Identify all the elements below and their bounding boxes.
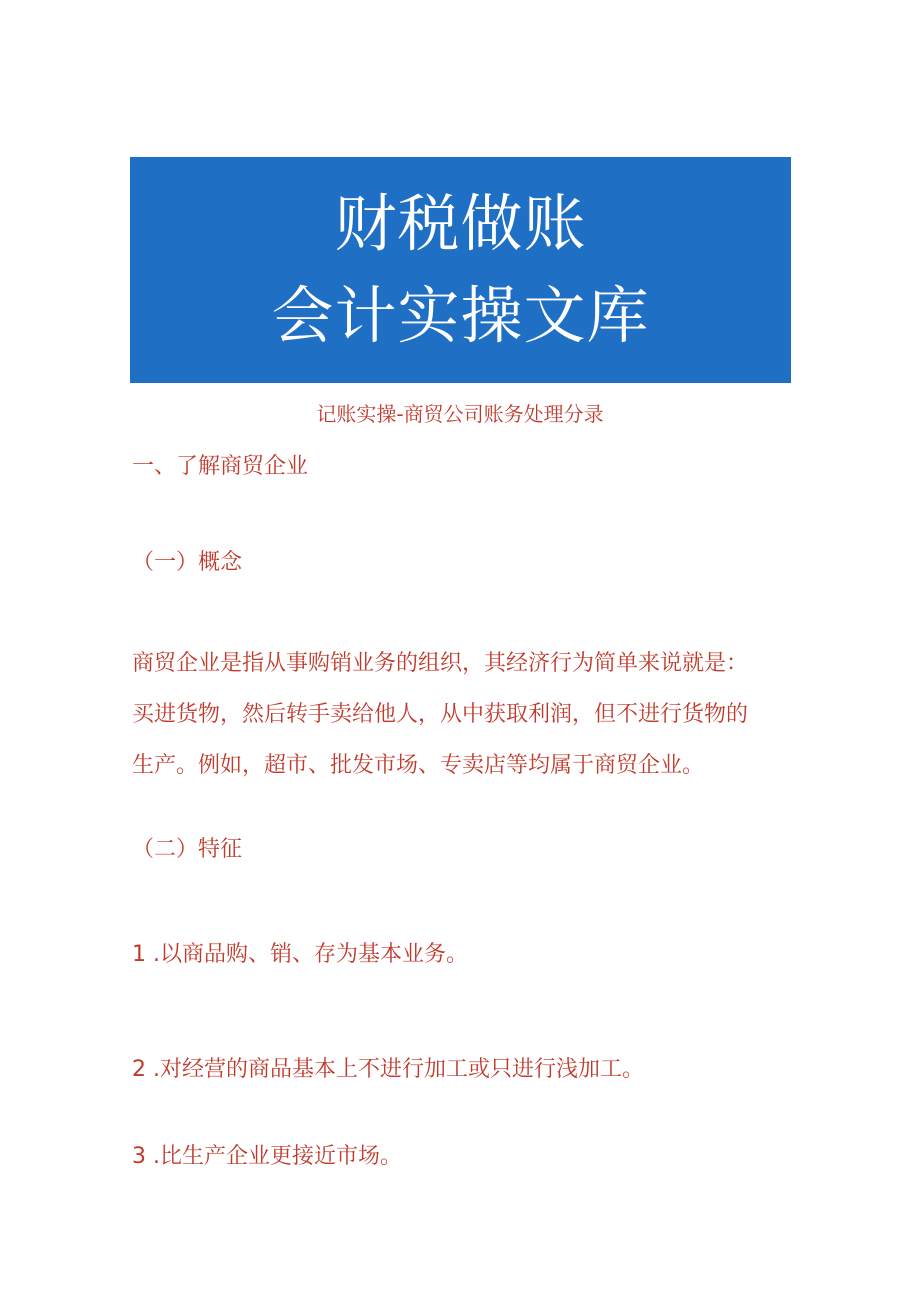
document-subtitle: 记账实操-商贸公司账务处理分录 (316, 402, 604, 426)
concept-heading: （一）概念 (132, 550, 243, 575)
banner-title-line-2: 会计实操文库 (271, 279, 650, 352)
concept-line: 生产。例如，超市、批发市场、专卖店等均属于商贸企业。 (132, 753, 705, 778)
feature-item: 2 .对经营的商品基本上不进行加工或只进行浅加工。 (132, 1057, 644, 1082)
banner-title-line-1: 财税做账 (334, 187, 587, 260)
feature-item: 3 .比生产企业更接近市场。 (132, 1144, 402, 1169)
feature-item: 1 .以商品购、销、存为基本业务。 (132, 942, 468, 967)
features-heading: （二）特征 (132, 837, 243, 862)
concept-paragraph (132, 638, 792, 791)
section-heading: 一、了解商贸企业 (132, 454, 309, 479)
title-banner (130, 157, 791, 383)
concept-line: 买进货物，然后转手卖给他人，从中获取利润，但不进行货物的 (132, 702, 749, 727)
concept-line: 商贸企业是指从事购销业务的组织，其经济行为简单来说就是： (132, 651, 749, 676)
